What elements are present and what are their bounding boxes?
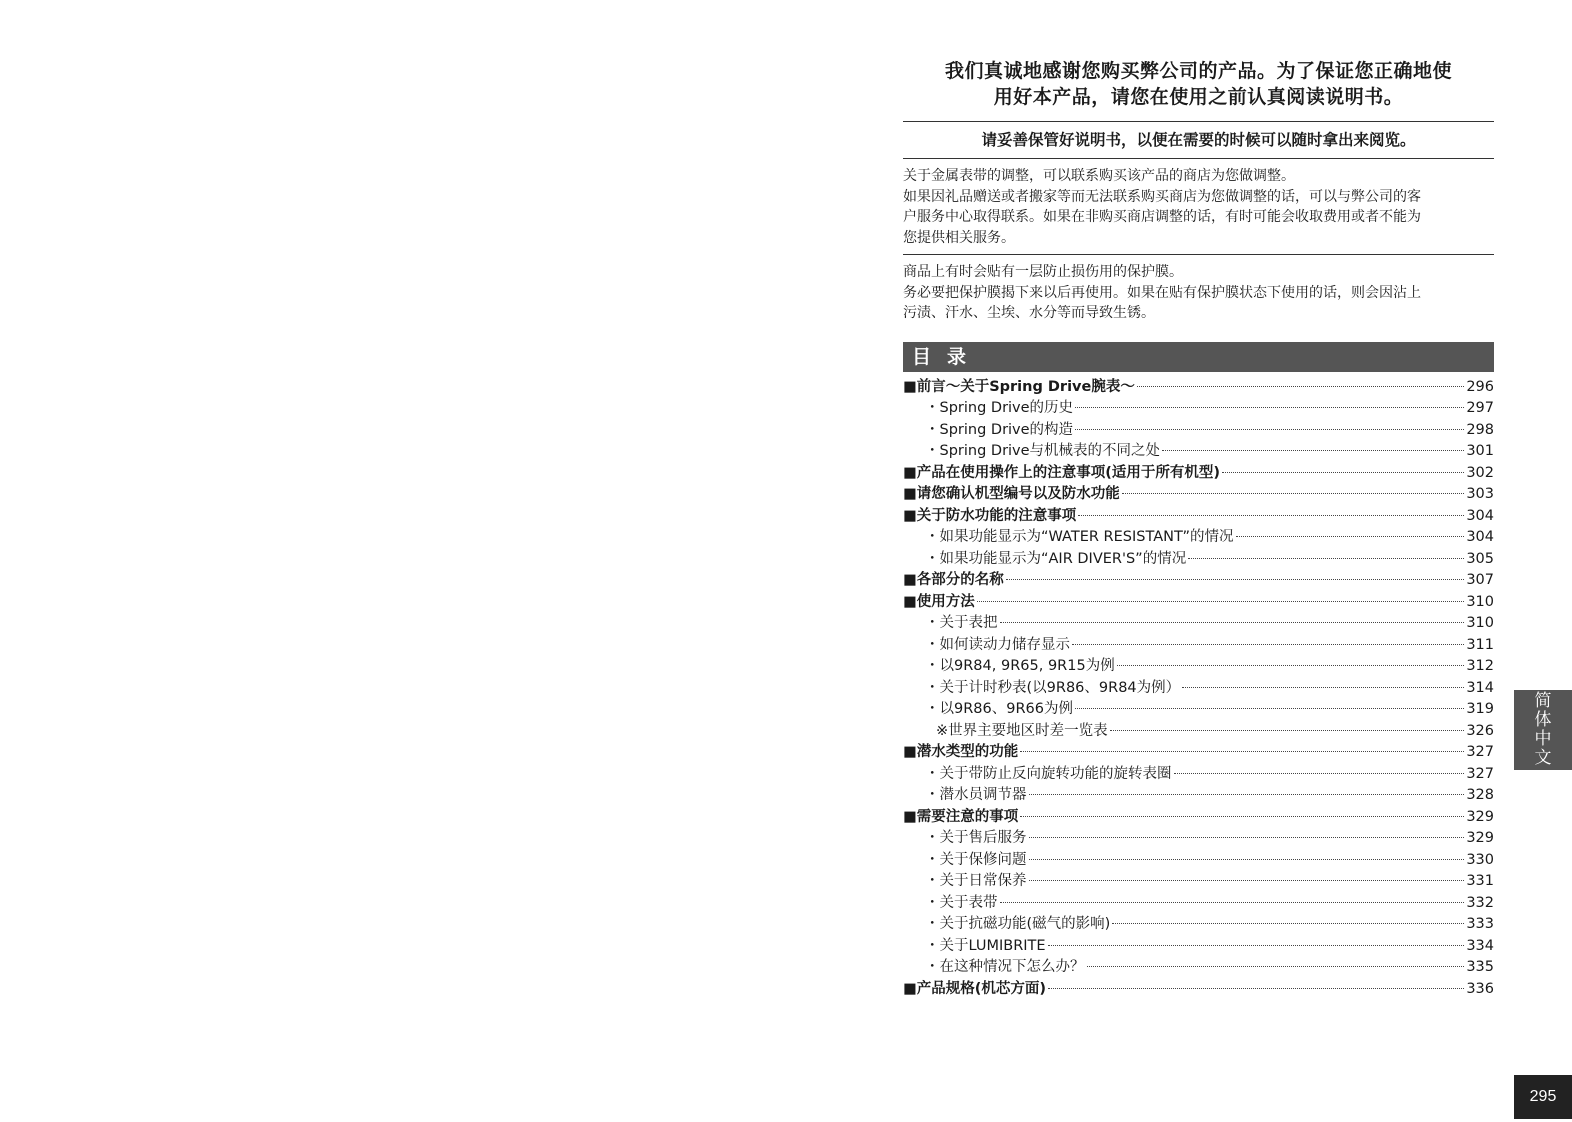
- toc-dot-leader: [1112, 923, 1464, 924]
- toc-entry[interactable]: [903, 592, 1494, 614]
- language-tab-char: 中: [1534, 729, 1552, 749]
- toc-entry-label: ・以9R86、9R66为例: [925, 701, 1074, 717]
- toc-entry[interactable]: [903, 914, 1494, 936]
- notice-line: 商品上有时会贴有一层防止损伤用的保护膜。: [903, 264, 1183, 280]
- toc-entry[interactable]: [903, 678, 1494, 700]
- toc-entry-label: ■使用方法: [903, 593, 975, 610]
- toc-entry-page: 329: [1466, 808, 1494, 825]
- toc-entry-page: 296: [1466, 378, 1494, 395]
- toc-entry-label: ■各部分的名称: [903, 572, 1004, 588]
- keep-manual-note: 请妥善保管好说明书，以便在需要的时候可以随时拿出来阅览。: [981, 131, 1416, 149]
- toc-entry-page: 305: [1466, 550, 1494, 567]
- toc-dot-leader: [1182, 687, 1464, 688]
- toc-entry[interactable]: [903, 570, 1494, 592]
- toc-dot-leader: [1087, 966, 1465, 967]
- toc-dot-leader: [977, 601, 1465, 602]
- toc-entry-label: ・Spring Drive的历史: [925, 400, 1074, 416]
- toc-entry[interactable]: [903, 871, 1494, 893]
- toc-dot-leader: [1029, 794, 1465, 795]
- toc-entry-label: ・如果功能显示为“AIR DIVER'S”的情况: [925, 550, 1187, 567]
- toc-entry[interactable]: [903, 420, 1494, 442]
- toc-entry-label: ・关于抗磁功能(磁气的影响): [925, 916, 1111, 932]
- toc-entry[interactable]: [903, 635, 1494, 657]
- toc-dot-leader: [1029, 880, 1465, 881]
- toc-entry-label: ・关于表带: [925, 894, 998, 911]
- toc-entry-label: ■产品在使用操作上的注意事项(适用于所有机型): [903, 464, 1220, 481]
- toc-dot-leader: [1029, 859, 1465, 860]
- toc-entry-label: ・Spring Drive的构造: [925, 421, 1074, 438]
- toc-entry[interactable]: [903, 613, 1494, 635]
- toc-entry[interactable]: [903, 656, 1494, 678]
- toc-dot-leader: [1174, 773, 1465, 774]
- toc-entry[interactable]: [903, 742, 1494, 764]
- toc-dot-leader: [1048, 988, 1464, 989]
- toc-entry-page: 304: [1466, 507, 1494, 524]
- toc-dot-leader: [1117, 665, 1465, 666]
- intro-title: [903, 58, 1494, 110]
- toc-entry[interactable]: [903, 764, 1494, 786]
- toc-entry-label: ■潜水类型的功能: [903, 744, 1019, 760]
- toc-dot-leader: [1020, 816, 1464, 817]
- toc-dot-leader: [1029, 837, 1465, 838]
- toc-entry-label: ■前言～关于Spring Drive腕表～: [903, 378, 1135, 395]
- toc-entry-page: 311: [1466, 636, 1494, 653]
- toc-entry-page: 335: [1466, 959, 1494, 975]
- toc-entry-label: ・如何读动力储存显示: [925, 636, 1070, 653]
- toc-entry-page: 298: [1466, 421, 1494, 438]
- toc-dot-leader: [1075, 407, 1464, 408]
- toc-entry-label: ・关于售后服务: [925, 830, 1027, 846]
- toc-entry-page: 297: [1466, 400, 1494, 416]
- toc-entry[interactable]: [903, 785, 1494, 807]
- toc-entry-page: 301: [1466, 443, 1494, 459]
- toc-entry[interactable]: [903, 484, 1494, 506]
- toc-entry-page: 331: [1466, 873, 1494, 889]
- toc-entry-label: ・以9R84, 9R65, 9R15为例: [925, 658, 1115, 674]
- toc-dot-leader: [1110, 730, 1465, 731]
- toc-entry-page: 312: [1466, 658, 1494, 674]
- notice-line: 如果因礼品赠送或者搬家等而无法联系购买商店为您做调整的话，可以与弊公司的客: [903, 188, 1421, 205]
- toc-entry[interactable]: [903, 721, 1494, 743]
- toc-entry-page: 302: [1466, 464, 1494, 481]
- toc-dot-leader: [1006, 579, 1465, 580]
- toc-entry-label: ■需要注意的事项: [903, 808, 1019, 825]
- toc-entry-page: 334: [1466, 937, 1494, 954]
- toc-entry-label: ・在这种情况下怎么办？: [925, 959, 1085, 975]
- toc-entry-page: 332: [1466, 894, 1494, 911]
- toc-dot-leader: [1078, 515, 1464, 516]
- toc-dot-leader: [1137, 386, 1464, 387]
- toc-entry-label: ・如果功能显示为“WATER RESISTANT”的情况: [925, 529, 1234, 545]
- toc-entry[interactable]: [903, 398, 1494, 420]
- toc-entry-page: 327: [1466, 744, 1494, 760]
- toc-entry-page: 303: [1466, 486, 1494, 502]
- toc-dot-leader: [1072, 644, 1464, 645]
- toc-entry[interactable]: [903, 377, 1494, 399]
- notice-line: 您提供相关服务。: [903, 229, 1015, 246]
- toc-entry-label: ・Spring Drive与机械表的不同之处: [925, 443, 1161, 459]
- toc-entry-label: ■关于防水功能的注意事项: [903, 507, 1077, 524]
- toc-dot-leader: [1075, 708, 1464, 709]
- toc-list: [903, 377, 1494, 1001]
- language-tab-char: 文: [1534, 748, 1552, 768]
- toc-entry-page: 314: [1466, 679, 1494, 696]
- toc-entry-page: 333: [1466, 916, 1494, 932]
- notice-line: 户服务中心取得联系。如果在非购买商店调整的话，有时可能会收取费用或者不能为: [903, 209, 1421, 225]
- toc-dot-leader: [1000, 902, 1465, 903]
- toc-dot-leader: [1222, 472, 1464, 473]
- protective-film-notice: [903, 255, 1494, 330]
- toc-entry-page: 336: [1466, 980, 1494, 997]
- toc-entry-label: ■请您确认机型编号以及防水功能: [903, 486, 1120, 502]
- language-tab[interactable]: [1514, 690, 1572, 770]
- toc-entry[interactable]: [903, 957, 1494, 979]
- manual-content: [903, 58, 1494, 1000]
- toc-entry-label: ※世界主要地区时差一览表: [936, 722, 1108, 739]
- toc-entry[interactable]: [903, 893, 1494, 915]
- language-tab-char: 体: [1534, 710, 1552, 730]
- toc-entry[interactable]: [903, 979, 1494, 1001]
- toc-entry[interactable]: [903, 828, 1494, 850]
- intro-title-line-2: 用好本产品，请您在使用之前认真阅读说明书。: [993, 86, 1404, 108]
- toc-entry[interactable]: [903, 936, 1494, 958]
- toc-entry-page: 329: [1466, 830, 1494, 846]
- toc-entry-label: ・关于计时秒表(以9R86、9R84为例）: [925, 679, 1181, 696]
- toc-entry-label: ・关于LUMIBRITE: [925, 937, 1046, 954]
- notice-line: 务必要把保护膜揭下来以后再使用。如果在贴有保护膜状态下使用的话，则会因沾上: [903, 284, 1421, 301]
- toc-entry[interactable]: [903, 699, 1494, 721]
- toc-entry-page: 310: [1466, 615, 1494, 631]
- toc-entry-page: 310: [1466, 593, 1494, 610]
- toc-entry[interactable]: [903, 506, 1494, 528]
- toc-entry-page: 327: [1466, 765, 1494, 782]
- toc-dot-leader: [1000, 622, 1465, 623]
- toc-dot-leader: [1236, 536, 1465, 537]
- toc-entry[interactable]: [903, 807, 1494, 829]
- toc-entry[interactable]: [903, 463, 1494, 485]
- toc-entry[interactable]: [903, 441, 1494, 463]
- page-number: 295: [1514, 1075, 1572, 1119]
- notice-line: 污渍、汗水、尘埃、水分等而导致生锈。: [903, 305, 1155, 321]
- toc-dot-leader: [1162, 450, 1464, 451]
- toc-entry[interactable]: [903, 549, 1494, 571]
- band-adjust-notice: [903, 159, 1494, 254]
- toc-entry-page: 304: [1466, 529, 1494, 545]
- notice-line: 关于金属表带的调整，可以联系购买该产品的商店为您做调整。: [903, 168, 1295, 184]
- toc-entry-page: 319: [1466, 701, 1494, 717]
- toc-entry-label: ・关于日常保养: [925, 873, 1027, 889]
- toc-entry-page: 328: [1466, 787, 1494, 803]
- toc-dot-leader: [1020, 751, 1464, 752]
- toc-heading: 目录: [903, 342, 1494, 372]
- toc-entry-label: ・潜水员调节器: [925, 787, 1027, 803]
- toc-entry-page: 307: [1466, 572, 1494, 588]
- toc-entry[interactable]: [903, 527, 1494, 549]
- intro-title-line-1: 我们真诚地感谢您购买弊公司的产品。为了保证您正确地使: [944, 60, 1452, 82]
- toc-entry-label: ・关于表把: [925, 615, 998, 631]
- toc-dot-leader: [1122, 493, 1465, 494]
- toc-entry-label: ・关于带防止反向旋转功能的旋转表圈: [925, 765, 1172, 782]
- toc-dot-leader: [1048, 945, 1465, 946]
- toc-entry[interactable]: [903, 850, 1494, 872]
- toc-dot-leader: [1188, 558, 1464, 559]
- toc-dot-leader: [1075, 429, 1464, 430]
- toc-entry-page: 330: [1466, 851, 1494, 868]
- language-tab-char: 简: [1534, 691, 1552, 711]
- toc-entry-page: 326: [1466, 722, 1494, 739]
- toc-entry-label: ■产品规格(机芯方面): [903, 980, 1046, 997]
- toc-entry-label: ・关于保修问题: [925, 851, 1027, 868]
